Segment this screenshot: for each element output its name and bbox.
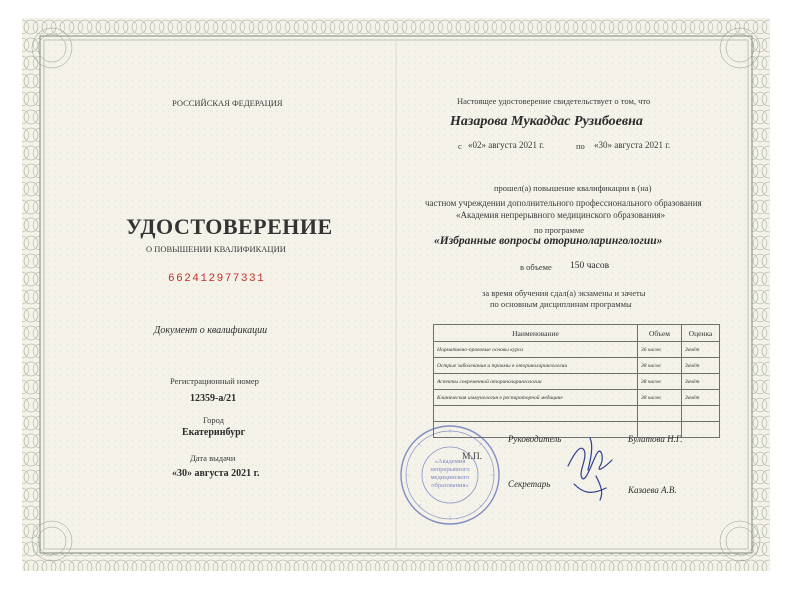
secretary-name: Казаева А.В. [628, 485, 677, 495]
institution-line2: «Академия непрерывного медицинского образования» [456, 210, 666, 220]
subject-name: Аспекты современной оториноларингологии [434, 374, 638, 390]
reg-number-label: Регистрационный номер [170, 376, 259, 386]
head-signature [560, 426, 624, 504]
subject-name: Нормативно-правовые основы курса [434, 342, 638, 358]
head-name: Булатова Н.Г. [628, 434, 683, 444]
volume-label: в объеме [520, 262, 552, 272]
column-header-grade: Оценка [682, 325, 720, 342]
program-name: «Избранные вопросы оториноларингологии» [434, 235, 663, 247]
subject-hours: 36 часов [638, 342, 682, 358]
stamp-text: «Академия непрерывного медицинского образования» [430, 458, 470, 489]
subject-grade: Зачёт [682, 358, 720, 374]
issue-date: «30» августа 2021 г. [172, 468, 260, 479]
subject-grade: Зачёт [682, 374, 720, 390]
exams-line1: за время обучения сдал(а) экзамены и зачеты [482, 288, 646, 298]
subject-name: Острые заболевания и травмы в оториноларингологии [434, 358, 638, 374]
institution-line1: частном учреждении дополнительного профессионального образования [425, 198, 702, 208]
table-row-empty [434, 406, 720, 422]
city-label: Город [203, 415, 224, 425]
serial-number: 662412977331 [168, 273, 266, 285]
certificate-sheet [22, 18, 770, 571]
period-to: «30» августа 2021 г. [594, 140, 671, 150]
column-header-name: Наименование [434, 325, 638, 342]
issue-date-label: Дата выдачи [190, 453, 236, 463]
subject-hours: 38 часов [638, 390, 682, 406]
reg-number: 12359-а/21 [190, 393, 237, 404]
table-row [434, 374, 720, 390]
subject-name: Клиническая иммунология в респираторной медицине [434, 390, 638, 406]
period-to-prefix: по [576, 141, 585, 151]
subject-grade: Зачёт [682, 342, 720, 358]
certificate-title: УДОСТОВЕРЕНИЕ [126, 214, 333, 239]
column-header-hours: Объем [638, 325, 682, 342]
volume-value: 150 часов [570, 261, 610, 271]
certificate-subtitle: О ПОВЫШЕНИИ КВАЛИФИКАЦИИ [146, 244, 286, 254]
period-from-prefix: с [458, 141, 462, 151]
holder-name: Назарова Мукаддас Рузибоевна [450, 114, 643, 129]
program-label: по программе [534, 225, 585, 235]
intro-text: Настоящее удостоверение свидетельствует о том, что [457, 96, 651, 106]
training-text: прошел(а) повышение квалификации в (на) [494, 183, 652, 193]
table-row [434, 358, 720, 374]
table-row [434, 342, 720, 358]
stamp-place: М.П. [462, 452, 483, 462]
head-label: Руководитель [508, 434, 562, 444]
country-label: РОССИЙСКАЯ ФЕДЕРАЦИЯ [172, 98, 283, 108]
subject-hours: 38 часов [638, 358, 682, 374]
secretary-label: Секретарь [508, 479, 551, 489]
period-from: «02» августа 2021 г. [468, 140, 545, 150]
exams-line2: по основным дисциплинам программы [490, 299, 632, 309]
table-row [434, 390, 720, 406]
city: Екатеринбург [182, 427, 246, 438]
document-type: Документ о квалификации [154, 325, 268, 336]
subject-hours: 38 часов [638, 374, 682, 390]
subjects-table [433, 324, 720, 438]
table-header-row [434, 325, 720, 342]
subject-grade: Зачёт [682, 390, 720, 406]
